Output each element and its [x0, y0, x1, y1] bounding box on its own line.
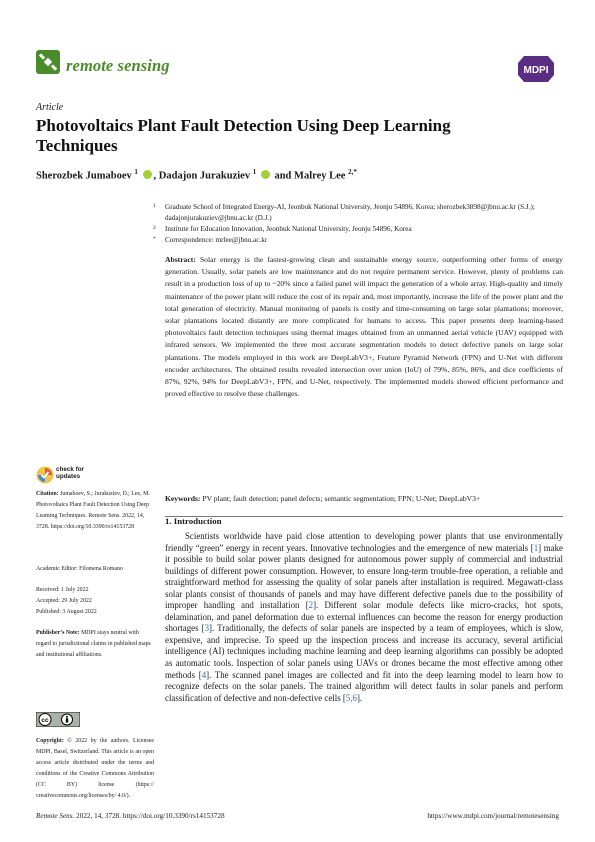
- citation-link[interactable]: 3: [204, 623, 210, 634]
- keywords-text: PV plant; fault detection; panel defects; semantic segmentation; FPN; U-Net; DeepLabV3+: [202, 494, 481, 503]
- author-affil-sup: 1: [134, 168, 138, 176]
- intro-text: ]. The scanned panel images are collected and fit into the deep learning model to learn how to recognize defects on the solar panels. The trained algorithm will detect faults in solar panels and perform classification of defective and non-defective cells [: [165, 669, 564, 703]
- article-title: Photovoltaics Plant Fault Detection Using Deep Learning Techniques: [36, 116, 451, 155]
- cc-badge-text: cc: [41, 717, 49, 724]
- intro-text: ] make it possible to build solar power plants designed for autonomous power supply of commercial and industrial buildings of different power consumption. However, to ensure long-term trouble-free operation, a reliable and straightforward method for assessing the quality of solar panels after installation is required. Megawatt-class solar plants consist of thousands of panels and may have different defective panels due to the possibility of improper handling and installation [: [165, 542, 563, 611]
- copyright-notice: [36, 736, 154, 801]
- publisher-note-label: Publisher’s Note:: [36, 630, 80, 636]
- intro-text: ].: [356, 692, 363, 703]
- author-name[interactable]: Malrey Lee: [294, 170, 346, 182]
- citation-block: [36, 489, 154, 533]
- affiliation-number: 1: [153, 203, 156, 209]
- intro-text: ]. Traditionally, the defects of solar panels are inspected by a team of employees, which is slow, expensive, and imprecise. To speed up the inspection process and increase its accuracy, several artificial intelligence (AI) techniques including machine learning and deep learning algorithms can possibly be adopted as automatic tools. Inspection of solar panels using UAVs or drones became the most effective among other methods [: [165, 623, 563, 680]
- author-list: [36, 168, 357, 182]
- affiliation-number: 2: [153, 225, 156, 231]
- journal-name: remote sensing: [66, 56, 170, 75]
- footer-citation: [36, 812, 225, 820]
- footer-journal: Remote Sens.: [36, 812, 75, 820]
- citation-text[interactable]: Jumaboev, S.; Jurakuziev, D.; Lee, M. Photovoltaics Plant Fault Detection Using Deep Learning Techniques. Remote Sens. 2022, 14, 3728. https://doi.org/10.3390/rs14153728: [36, 491, 150, 530]
- academic-editor: Academic Editor: Filomena Romano: [36, 566, 123, 572]
- author-name[interactable]: Dadajon Jurakuziev: [158, 170, 251, 182]
- introduction-paragraph: [165, 531, 563, 704]
- divider: [165, 516, 563, 517]
- keywords: [165, 493, 563, 505]
- copyright-label: Copyright:: [36, 738, 64, 744]
- orcid-icon[interactable]: [143, 170, 152, 179]
- published-date: Published: 3 August 2022: [36, 609, 97, 615]
- affiliation-number: *: [153, 236, 156, 242]
- affiliation-text: Institute for Education Innovation, Jeonbuk National University, Jeonju 54896, Korea: [165, 225, 412, 233]
- article-type: Article: [36, 102, 64, 113]
- abstract-label: Abstract:: [165, 255, 196, 264]
- cc-by-license-icon[interactable]: [36, 712, 80, 727]
- citation-label: Citation:: [36, 491, 59, 497]
- author-sep: ,: [153, 170, 157, 182]
- affiliation-text: Graduate School of Integrated Energy-AI, Jeonbuk National University, Jeonju 54896, Korea; sherozbek3898@jbnu.ac.kr (S.J.); dadajonjurakuziev@jbnu.ac.kr (D.J.): [165, 203, 535, 222]
- intro-text: ]. Different solar module defects like micro-cracks, hot spots, delamination, and panel deformation due to external influences can become the reason for energy production shortages [: [165, 600, 563, 634]
- correspondence: [153, 235, 565, 246]
- check-for-updates-icon[interactable]: [36, 465, 54, 485]
- author-affil-sup: 2,*: [348, 168, 357, 176]
- author-name[interactable]: Sherozbek Jumaboev: [36, 170, 132, 182]
- section-heading: 1. Introduction: [165, 516, 222, 526]
- mdpi-logo-icon: [518, 56, 554, 82]
- journal-logo-icon: [36, 50, 60, 74]
- copyright-text: © 2022 by the authors. Licensee MDPI, Basel, Switzerland. This article is an open access article distributed under the terms and conditions of the Creative Commons Attribution (CC BY) license (https:// creativecommons.org/licenses/by/ 4.0/).: [36, 738, 154, 799]
- mdpi-logo-text: MDPI: [523, 65, 549, 76]
- affiliation-1: [153, 202, 565, 223]
- received-date: Received: 1 July 2022: [36, 587, 89, 593]
- publisher-note: [36, 628, 154, 661]
- publisher-note-text: MDPI stays neutral with regard to jurisdictional claims in published maps and institutional affiliations.: [36, 630, 151, 658]
- abstract: [165, 254, 563, 400]
- check-for-updates-label[interactable]: check for updates: [56, 466, 84, 480]
- citation-link[interactable]: 5,6: [345, 692, 357, 703]
- author-and: and: [274, 170, 292, 182]
- intro-text: Scientists worldwide have paid close attention to developing power plants that use environmentally friendly “green” energy in recent years. Innovative technologies and the emergence of new materials [: [165, 531, 563, 553]
- orcid-icon[interactable]: [261, 170, 270, 179]
- author-affil-sup: 1: [252, 168, 257, 176]
- affiliation-2: [153, 224, 565, 235]
- citation-link[interactable]: 2: [308, 600, 314, 611]
- affiliation-text: Correspondence: mrlee@jbnu.ac.kr: [165, 236, 268, 244]
- keywords-label: Keywords:: [165, 494, 201, 503]
- footer-journal-url[interactable]: https://www.mdpi.com/journal/remotesensing: [427, 812, 559, 820]
- footer-doi[interactable]: 2022, 14, 3728. https://doi.org/10.3390/rs14153728: [76, 812, 225, 820]
- citation-link[interactable]: 4: [201, 669, 207, 680]
- citation-link[interactable]: 1: [533, 542, 539, 553]
- abstract-text: Solar energy is the fastest-growing clean and sustainable energy source, outperforming other forms of energy generation. Usually, solar panels are low maintenance and do not require permanent service. However, plenty of problems can result in a production loss of up to ~20% since a failed panel will impact the generation of a whole array. High-quality and timely maintenance of the power plant will reduce the cost of its repair and, most importantly, increase the life of the power plant and the total generation of electricity. Manual monitoring of panels is costly and time-consuming on large solar plantations; moreover, solar plantations located distantly are more complicated for humans to access. This paper presents deep learning-based photovoltaics fault detection techniques using thermal images obtained from an unmanned aerial vehicle (UAV) equipped with infrared sensors. We implemented the three most accurate segmentation models to detect defective panels on large solar plantations. The models employed in this work are DeepLabV3+, Feature Pyramid Network (FPN) and U-Net with different encoder architectures. The obtained results revealed intersection over union (IoU) of 79%, 85%, 86%, and dice coefficients of 87%, 92%, 94% for DeepLabV3+, FPN, and U-Net, respectively. The implemented models showed efficient performance and proved effective to resolve these challenges.: [165, 255, 563, 399]
- accepted-date: Accepted: 29 July 2022: [36, 598, 92, 604]
